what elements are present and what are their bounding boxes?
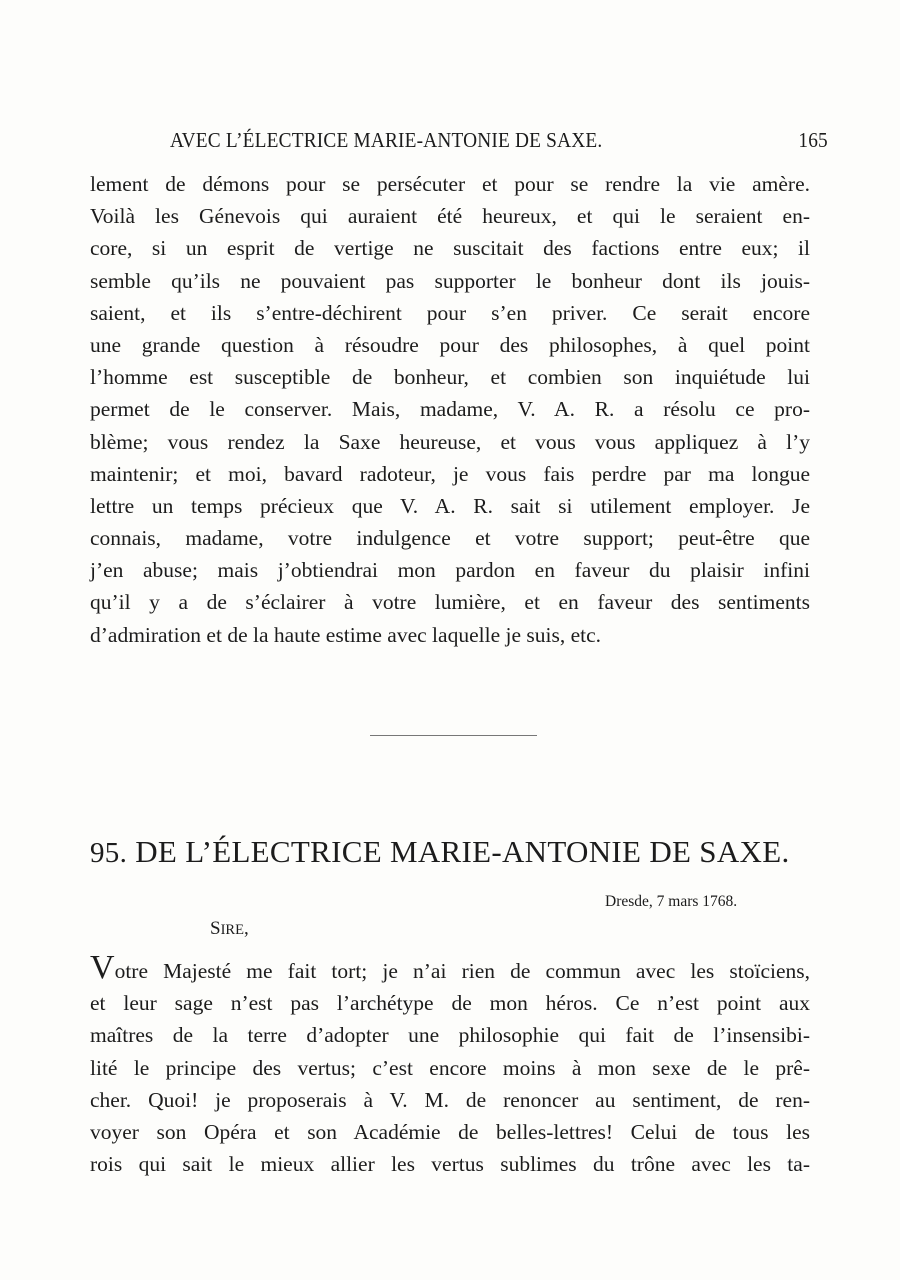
text-line: core, si un esprit de vertige ne suscitait des factions entre eux; il — [90, 236, 810, 261]
salutation-punctuation: , — [243, 918, 249, 939]
text-line: l’homme est susceptible de bonheur, et combien son inquiétude lui — [90, 365, 810, 390]
section-divider — [370, 735, 537, 736]
text-line: lité le principe des vertus; c’est encore moins à mon sexe de le prê- — [90, 1055, 810, 1080]
text-line: j’en abuse; mais j’obtiendrai mon pardon en faveur du plaisir infini — [90, 558, 810, 583]
letter-heading — [90, 834, 810, 870]
continued-letter-text — [90, 168, 810, 651]
new-letter-text — [90, 949, 810, 1180]
running-head — [170, 128, 828, 158]
salutation — [210, 918, 249, 940]
text-line: voyer son Opéra et son Académie de belles-lettres! Celui de tous les — [90, 1119, 810, 1144]
drop-initial: V — [90, 949, 115, 986]
text-line: cher. Quoi! je proposerais à V. M. de renoncer au sentiment, de ren- — [90, 1087, 810, 1112]
text-line: qu’il y a de s’éclairer à votre lumière, et en faveur des sentiments — [90, 590, 810, 615]
text-line: blème; vous rendez la Saxe heureuse, et vous vous appliquez à l’y — [90, 429, 810, 454]
page-number: 165 — [798, 128, 828, 152]
text-line: permet de le conserver. Mais, madame, V. A. R. a résolu ce pro- — [90, 397, 810, 422]
text-line: une grande question à résoudre pour des philosophes, à quel point — [90, 332, 810, 357]
letter-number: 95. — [90, 837, 128, 869]
text-line: rois qui sait le mieux allier les vertus sublimes du trône avec les ta- — [90, 1152, 810, 1177]
salutation-initial: S — [210, 918, 221, 939]
text-line: d’admiration et de la haute estime avec laquelle je suis, etc. — [90, 622, 602, 647]
text-line: maîtres de la terre d’adopter une philosophie qui fait de l’insensibi- — [90, 1023, 810, 1048]
text-line: saient, et ils s’entre-déchirent pour s’en priver. Ce serait encore — [90, 300, 810, 325]
running-head-title: AVEC L’ÉLECTRICE MARIE-ANTONIE DE SAXE. — [170, 128, 603, 152]
salutation-small-caps: IRE — [220, 922, 244, 938]
text-line: maintenir; et moi, bavard radoteur, je vous fais perdre par ma longue — [90, 461, 810, 486]
text-line: et leur sage n’est pas l’archétype de mon héros. Ce n’est point aux — [90, 991, 810, 1016]
dateline: Dresde, 7 mars 1768. — [605, 893, 738, 910]
text-line: semble qu’ils ne pouvaient pas supporter le bonheur dont ils jouis- — [90, 268, 810, 293]
text-line: connais, madame, votre indulgence et votre support; peut-être que — [90, 526, 810, 551]
text-line: lettre un temps précieux que V. A. R. sait si utilement employer. Je — [90, 493, 810, 518]
text-line-first — [90, 949, 810, 987]
letter-title: DE L’ÉLECTRICE MARIE-ANTONIE DE SAXE. — [135, 834, 790, 869]
text-line: Voilà les Génevois qui auraient été heureux, et qui le seraient en- — [90, 204, 810, 229]
text-line: lement de démons pour se persécuter et pour se rendre la vie amère. — [90, 172, 810, 196]
first-line-rest: otre Majesté me fait tort; je n’ai rien de commun avec les stoïciens, — [114, 959, 810, 983]
